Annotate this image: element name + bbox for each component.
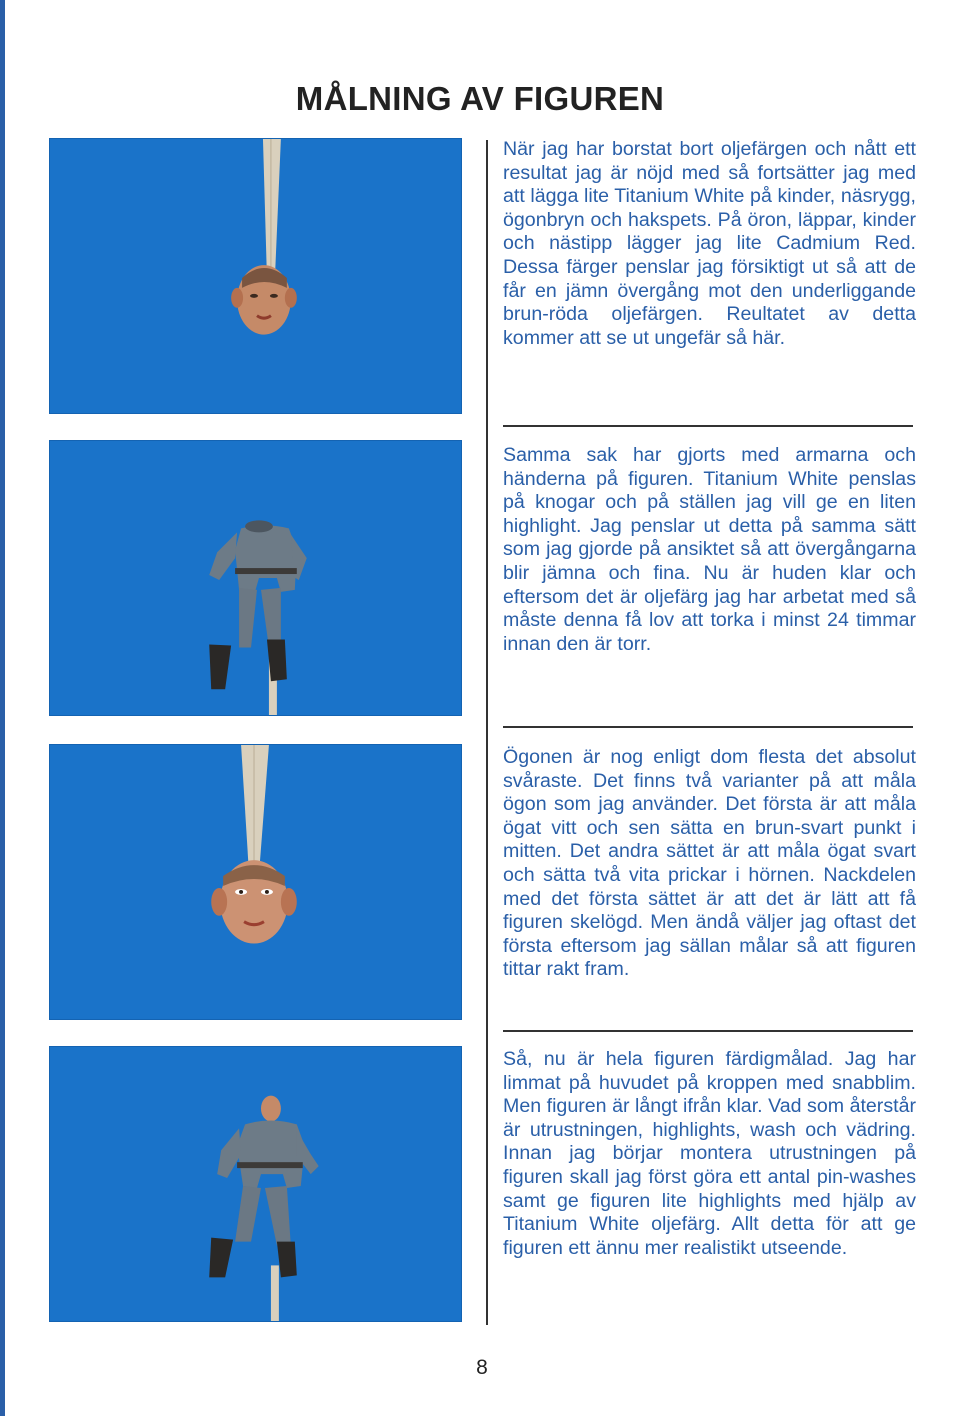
section-divider-2 [503, 726, 913, 728]
section-divider-3 [503, 1030, 913, 1032]
paragraph-eyes: Ögonen är nog enligt dom flesta det absolut svåraste. Det finns två varianter på att måla ögon som jag använder. Det första är att måla ögat vitt och sen sätta en brun-svart punkt i mitten. Det andra sättet är att måla ögat svart och sätta två vita prickar i hörnen. Nackdelen med det första sättet är att det är lätt att få figuren skelögd. Men ändå väljer jag oftast det första eftersom jag sällan målar så att figuren tittar rakt fram. [503, 746, 916, 981]
photo-headless-figure [49, 440, 462, 716]
photo-painted-head [49, 138, 462, 414]
column-divider [486, 140, 488, 1325]
paragraph-arms-hands: Samma sak har gjorts med armarna och händerna på figuren. Titanium White penslas på knogar och på ställen jag vill ge en liten highlight. Jag penslar ut detta på samma sätt som jag gjorde på ansiktet så att övergångarna blir jämna och fina. Nu är huden klar och eftersom det är oljefärg jag har arbetat med så måste denna få lov att torka i minst 24 timmar innan den är torr. [503, 444, 916, 655]
paragraph-finished-figure: Så, nu är hela figuren färdigmålad. Jag har limmat på huvudet på kroppen med snabblim. Men figuren är långt ifrån klar. Vad som återstår är utrustningen, highlights, wash och vädring. Innan jag börjar montera utrustningen på figuren skall jag först göra ett antal pin-washes samt ge figuren lite highlights med hjälp av Titanium White oljefärg. Allt detta för att ge figuren ett ännu mer realistikt utseende. [503, 1048, 916, 1259]
section-divider-1 [503, 425, 913, 427]
photo-finished-figure [49, 1046, 462, 1322]
page-title: MÅLNING AV FIGUREN [295, 80, 665, 118]
page-number: 8 [476, 1356, 488, 1379]
photo-painted-eyes [49, 744, 462, 1020]
page-left-border [0, 0, 5, 1416]
paragraph-face-highlights: När jag har borstat bort oljefärgen och nått ett resultat jag är nöjd med så fortsätter jag med att lägga lite Titanium White på kinder, näsrygg, ögonbryn och hakspets. På öron, läppar, kinder och nästipp lägger jag lite Cadmium Red. Dessa färger penslar jag försiktigt ut så att de får en jämn övergång mot den underliggande brun-röda oljefärgen. Reultatet av detta kommer att se ut ungefär så här. [503, 138, 916, 349]
